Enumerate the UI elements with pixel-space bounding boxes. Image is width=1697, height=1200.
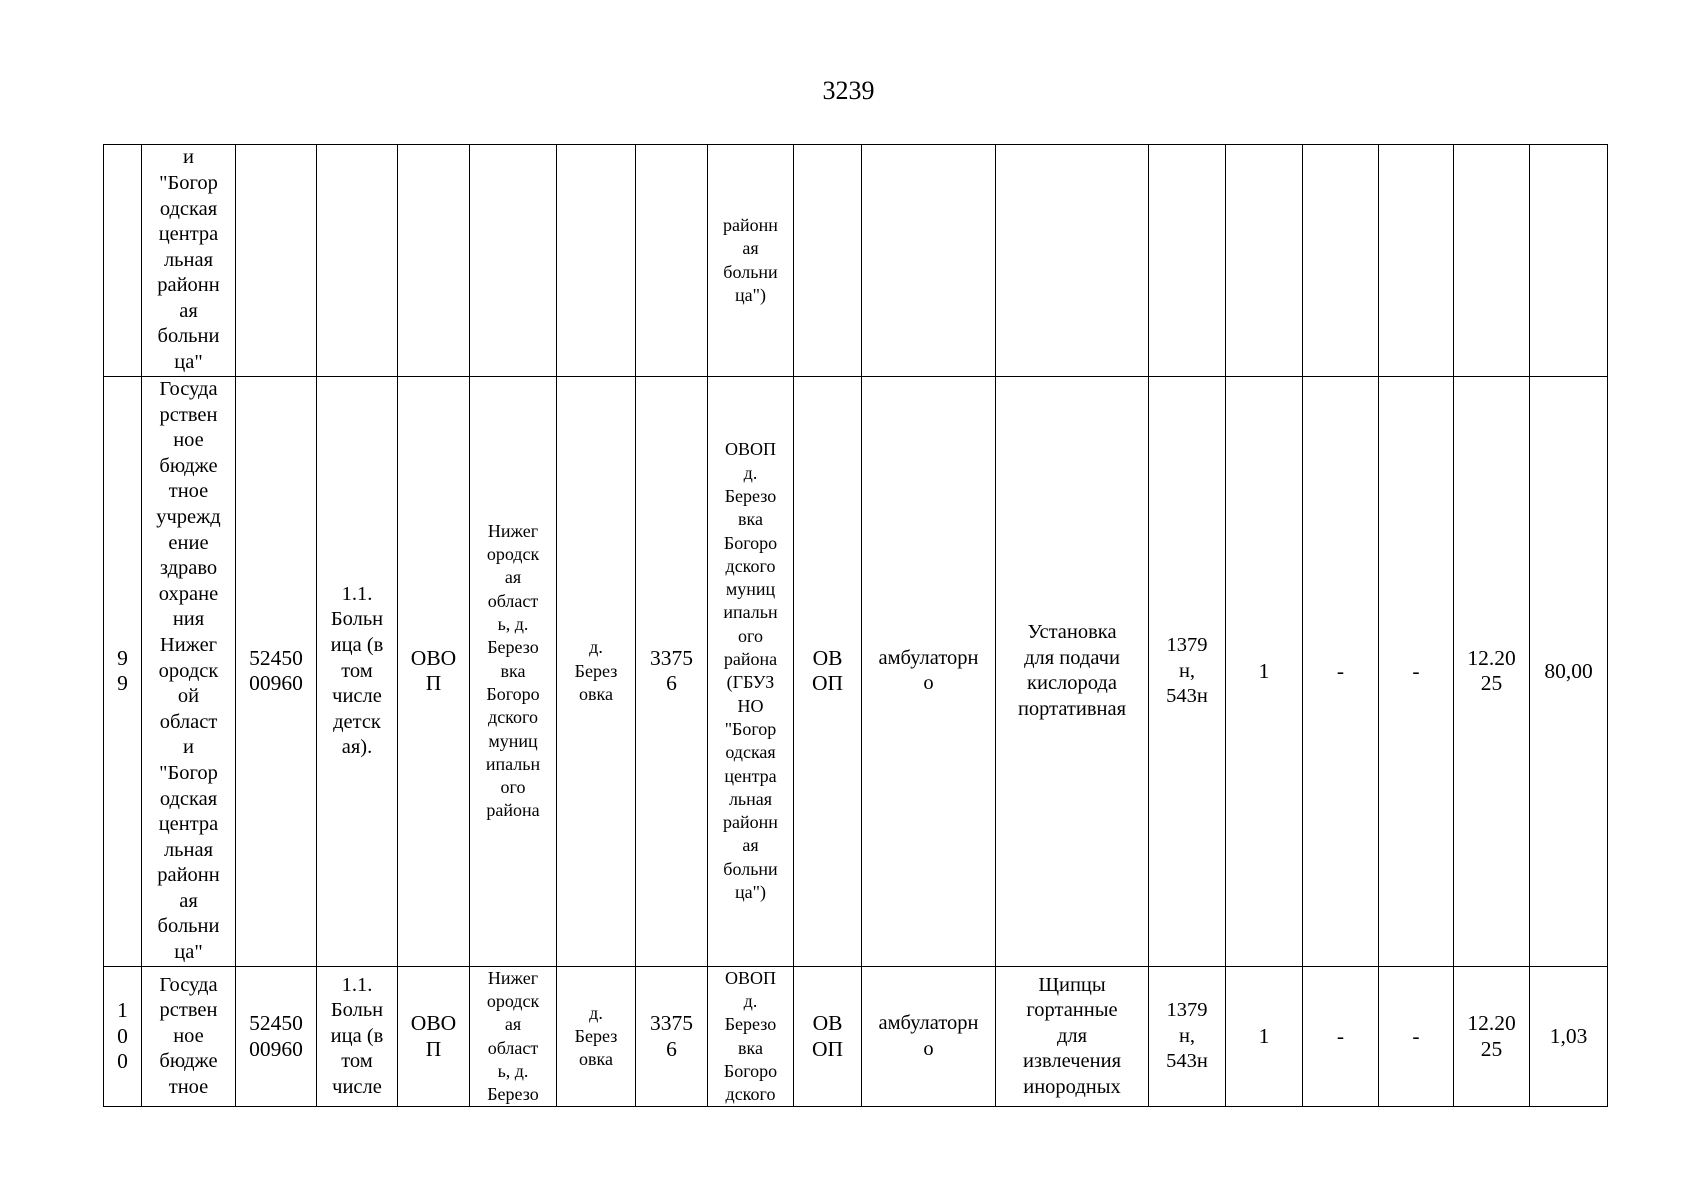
cell-facility-type: 1.1. Больн ица (в том числе	[317, 966, 398, 1107]
cell-address: Нижег ородск ая област ь, д. Березо	[470, 966, 557, 1107]
cell-organization: Госуда рствен ное бюдже тное учрежд ение здраво охране ния Нижег ородск ой област и "Богор одская центра льная районн ая больни ца"	[142, 377, 236, 967]
cell-date: 12.20 25	[1454, 966, 1530, 1107]
cell-col15: -	[1303, 377, 1379, 967]
cell-date	[1454, 145, 1530, 377]
cell-locality: д. Берез овка	[557, 966, 636, 1107]
cell-date: 12.20 25	[1454, 377, 1530, 967]
cell-facility-abbr: ОВО П	[398, 377, 470, 967]
cell-number: 9 9	[104, 377, 142, 967]
cell-locality: д. Берез овка	[557, 377, 636, 967]
cell-unit-abbr: ОВ ОП	[794, 377, 862, 967]
cell-quantity: 1	[1226, 966, 1303, 1107]
cell-address: Нижег ородск ая област ь, д. Березо вка Богоро дского муниц ипальн ого района	[470, 377, 557, 967]
cell-code: 52450 00960	[236, 966, 317, 1107]
cell-postal: 3375 6	[636, 377, 708, 967]
table-row	[104, 377, 1608, 967]
cell-number: 1 0 0	[104, 966, 142, 1107]
cell-amount: 80,00	[1530, 377, 1608, 967]
cell-organization: и "Богор одская центра льная районн ая больни ца"	[142, 145, 236, 377]
cell-col16: -	[1379, 377, 1454, 967]
cell-facility-type	[317, 145, 398, 377]
cell-quantity	[1226, 145, 1303, 377]
table-row	[104, 145, 1608, 377]
cell-amount	[1530, 145, 1608, 377]
cell-equipment: Установка для подачи кислорода портативная	[996, 377, 1149, 967]
cell-equipment	[996, 145, 1149, 377]
cell-unit: ОВОП д. Березо вка Богоро дского муниц ипальн ого района (ГБУЗ НО "Богор одская центра льная районн ая больни ца")	[708, 377, 794, 967]
cell-unit: районн ая больни ца")	[708, 145, 794, 377]
cell-order: 1379 н, 543н	[1149, 377, 1226, 967]
cell-care-form	[862, 145, 996, 377]
cell-order	[1149, 145, 1226, 377]
table-row	[104, 966, 1608, 1107]
cell-care-form: амбулаторн о	[862, 966, 996, 1107]
cell-facility-type: 1.1. Больн ица (в том числе детск ая).	[317, 377, 398, 967]
page-number: 3239	[822, 76, 875, 105]
cell-quantity: 1	[1226, 377, 1303, 967]
cell-postal: 3375 6	[636, 966, 708, 1107]
cell-code	[236, 145, 317, 377]
cell-care-form: амбулаторн о	[862, 377, 996, 967]
cell-organization: Госуда рствен ное бюдже тное	[142, 966, 236, 1107]
cell-unit: ОВОП д. Березо вка Богоро дского	[708, 966, 794, 1107]
equipment-table	[103, 144, 1608, 1107]
cell-facility-abbr: ОВО П	[398, 966, 470, 1107]
cell-code: 52450 00960	[236, 377, 317, 967]
cell-address	[470, 145, 557, 377]
cell-facility-abbr	[398, 145, 470, 377]
cell-locality	[557, 145, 636, 377]
cell-col16	[1379, 145, 1454, 377]
cell-amount: 1,03	[1530, 966, 1608, 1107]
cell-unit-abbr	[794, 145, 862, 377]
cell-col15: -	[1303, 966, 1379, 1107]
cell-equipment: Щипцы гортанные для извлечения инородных	[996, 966, 1149, 1107]
cell-unit-abbr: ОВ ОП	[794, 966, 862, 1107]
cell-number	[104, 145, 142, 377]
cell-postal	[636, 145, 708, 377]
cell-order: 1379 н, 543н	[1149, 966, 1226, 1107]
cell-col15	[1303, 145, 1379, 377]
cell-col16: -	[1379, 966, 1454, 1107]
